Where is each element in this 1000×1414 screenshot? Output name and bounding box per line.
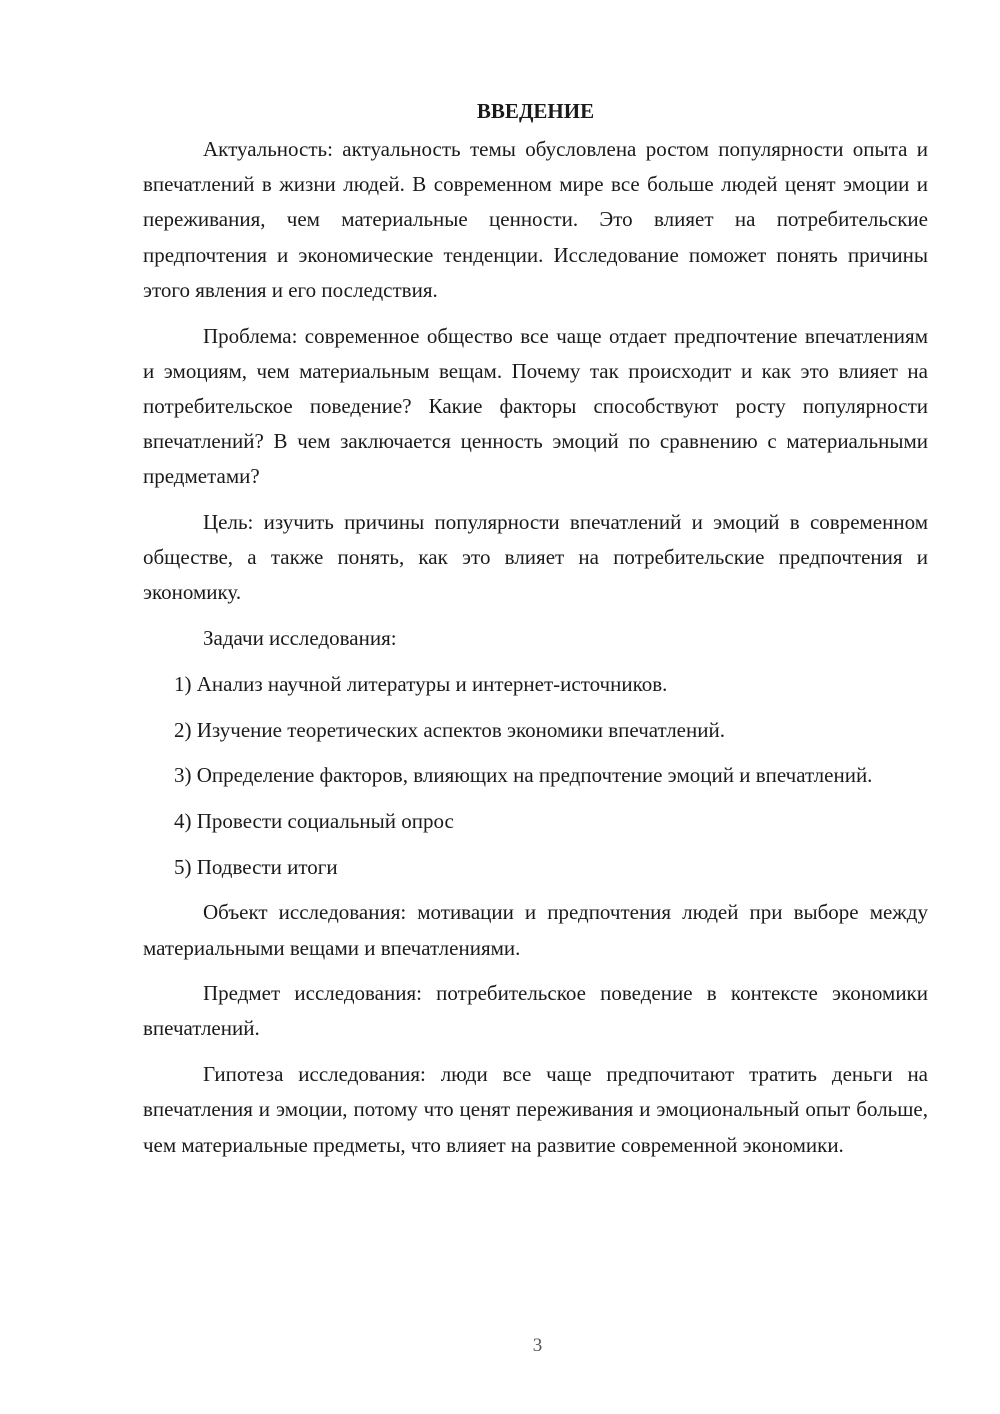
tasks-heading: Задачи исследования: bbox=[203, 626, 397, 651]
task-item: 2) Изучение теоретических аспектов экономики впечатлений. bbox=[174, 717, 725, 742]
hypothesis-paragraph: Гипотеза исследования: люди все чаще предпочитают тратить деньги на впечатления и эмоции, потому что ценят переживания и эмоциональный опыт больше, чем материальные предметы, что влияет на развитие современной экономики. bbox=[143, 1062, 928, 1157]
object-paragraph: Объект исследования: мотивации и предпочтения людей при выборе между материальными вещами и впечатлениями. bbox=[143, 900, 928, 960]
page-title: ВВЕДЕНИЕ bbox=[476, 99, 595, 123]
task-item: 4) Провести социальный опрос bbox=[174, 808, 454, 833]
task-item: 3) Определение факторов, влияющих на предпочтение эмоций и впечатлений. bbox=[174, 763, 873, 788]
task-item: 1) Анализ научной литературы и интернет-источников. bbox=[174, 671, 668, 696]
problem-paragraph: Проблема: современное общество все чаще отдает предпочтение впечатлениям и эмоциям, чем материальным вещам. Почему так происходит и как это влияет на потребительское поведение? Какие факторы способствуют росту популярности впечатлений? В чем заключается ценность эмоций по сравнению с материальными предметами? bbox=[143, 323, 928, 489]
page-number: 3 bbox=[532, 1335, 543, 1356]
task-item: 5) Подвести итоги bbox=[174, 854, 338, 879]
page-content bbox=[143, 96, 928, 1163]
goal-paragraph: Цель: изучить причины популярности впечатлений и эмоций в современном обществе, а также понять, как это влияет на потребительские предпочтения и экономику. bbox=[143, 510, 928, 605]
subject-paragraph: Предмет исследования: потребительское поведение в контексте экономики впечатлений. bbox=[143, 981, 928, 1041]
relevance-paragraph: Актуальность: актуальность темы обусловлена ростом популярности опыта и впечатлений в жизни людей. В современном мире все больше людей ценят эмоции и переживания, чем материальные ценности. Это влияет на потребительские предпочтения и экономические тенденции. Исследование поможет понять причины этого явления и его последствия. bbox=[143, 137, 928, 302]
